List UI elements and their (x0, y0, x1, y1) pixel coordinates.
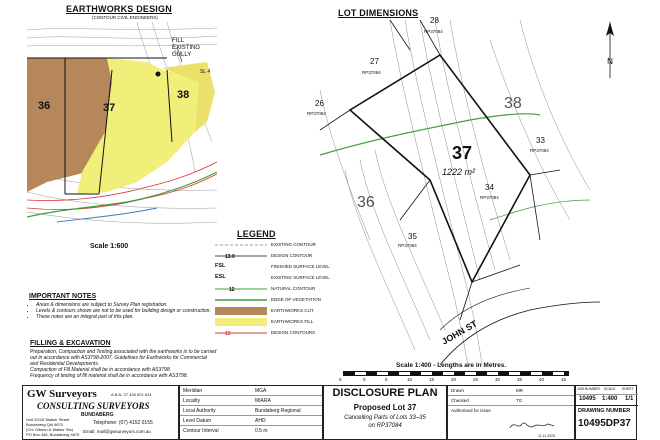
dim-lot-38: 38 (504, 95, 522, 112)
street-name: JOHN ST (440, 318, 479, 347)
dim-lot-35: 35 (408, 232, 417, 241)
svg-text:13: 13 (225, 331, 231, 337)
important-notes (26, 302, 216, 320)
plan-desc1: Cancelling Parts of Lots 33–35 (344, 415, 426, 421)
dim-lot-27: 27 (370, 57, 379, 66)
legend-fill: EARTHWORKS FILL (215, 318, 415, 328)
drawing-number: 10495DP37 (578, 418, 631, 429)
detail-label: Level Datum (183, 418, 212, 424)
note-item: • Levels & contours shown are not to be used for building design or construction. (36, 308, 216, 314)
earthworks-scale: Scale 1:600 (90, 243, 129, 250)
filling-title: FILLING & EXCAVATION (30, 340, 111, 347)
ew-lot-38: 38 (177, 89, 190, 101)
legend-design-contour: 13.0 DESIGN CONTOUR (225, 253, 313, 260)
signature (508, 418, 558, 432)
fill-gully-note: FILL EXISTING GULLY (172, 38, 201, 58)
detail-label: Local Authority (183, 408, 216, 414)
note-item: • Areas & dimensions are subject to Survey Plan registration. (36, 302, 216, 308)
authorised-label: Authorised for issue (451, 408, 491, 413)
company-email[interactable]: Email: mail@gwsurveyors.com.au (83, 429, 151, 434)
rp-label-3: RP37084 (307, 111, 326, 116)
job-number: 10495 (579, 396, 596, 402)
legend-title: LEGEND (237, 229, 276, 239)
drawing-number-label: DRAWING NUMBER (578, 408, 631, 414)
job-block: JOB NUMBER SCALE SHEET 10495 1:400 1/1 DRAWING NUMBER 10495DP37 (575, 385, 637, 440)
filling-text: Preparation, Compaction and Testing associated with the earthworks is to be carried out in accordance with AS3798-2007, Guidelines for Earthworks for Commercial and Residential Developments. Compaction of Fill Material shall be in accordance with AS3798. Frequency of testing of fill material shall be in accordance with AS3798. (30, 349, 217, 379)
legend-vegetation: EDGE OF VEGETATION (271, 297, 321, 302)
detail-value: MIARA (255, 398, 271, 404)
important-notes-title: IMPORTANT NOTES (29, 293, 97, 300)
dim-lot-34: 34 (485, 183, 494, 192)
legend-cut: EARTHWORKS CUT (215, 307, 415, 317)
checked-value: TG (516, 398, 523, 403)
earthworks-title: EARTHWORKS DESIGN (66, 4, 172, 14)
ew-lot-37: 37 (103, 102, 116, 114)
rp-label-5: RP37084 (480, 195, 499, 200)
detail-label: Meridian (183, 388, 203, 394)
plan-title: DISCLOSURE PLAN (332, 387, 438, 399)
lot-dimensions-title: LOT DIMENSIONS (338, 8, 419, 18)
rp-label-6: RP37084 (398, 243, 417, 248)
scale-ticks: 5 0 5 10 15 20 25 30 35 40 45 (339, 377, 567, 382)
earthworks-subtitle: (CONTOUR CIVIL ENGINEERS) (92, 15, 158, 20)
plan-subtitle: Proposed Lot 37 (353, 403, 417, 412)
company-block (22, 385, 179, 440)
dim-lot-36: 36 (357, 194, 375, 211)
note-item: • These notes are an integral part of this plan. (36, 314, 216, 320)
scale-bar (343, 371, 569, 376)
plan-title-block (323, 385, 447, 440)
company-address: Unit 3/218 Walker Street Bundaberg Qld 4670 (Cnr Gibson & Walker Sts) PO Box 446, Bundaberg 4670 (26, 417, 80, 437)
sl-label: SL 4 (200, 69, 211, 75)
detail-value: 0.5 m (255, 428, 268, 434)
date: 11.11.2023 (538, 434, 555, 438)
company-abn: A.B.N. 27 433 001 814 (111, 392, 152, 397)
legend-design-contours: 13 DESIGN CONTOURS (225, 330, 316, 337)
dim-lot-37: 37 (452, 143, 473, 163)
company-tagline: CONSULTING SURVEYORS (37, 401, 150, 411)
dim-lot-33: 33 (536, 136, 545, 145)
dim-lot-26: 26 (315, 99, 324, 108)
legend-fsl: FSL FINISHED SURFACE LEVEL (215, 263, 330, 269)
company-name: GW Surveyors (27, 388, 97, 400)
detail-value: MGA (255, 388, 267, 394)
rp-label-2: RP37084 (362, 70, 381, 75)
dim-area: 1222 m² (442, 167, 476, 177)
detail-value: Bundaberg Regional (255, 408, 301, 414)
legend-existing-contour: EXISTING CONTOUR (271, 242, 316, 247)
rp-label-4: RP37084 (530, 148, 549, 153)
detail-label: Contour Interval (183, 428, 219, 434)
sheet-value: 1/1 (625, 396, 634, 402)
rp-label-1: RP37084 (424, 29, 443, 34)
svg-text:12: 12 (229, 287, 235, 293)
scale-value: 1:400 (602, 396, 618, 402)
detail-value: AHD (255, 418, 266, 424)
svg-text:N: N (607, 57, 613, 66)
company-phone: Telephone: (07) 4152 0155 (93, 420, 153, 426)
legend-natural-contour: 12 NATURAL CONTOUR (229, 286, 316, 293)
company-city: BUNDABERG (81, 412, 114, 418)
legend-esl: ESL EXISTING SURFACE LEVEL (215, 274, 330, 280)
north-arrow-icon (600, 20, 620, 80)
details-block (179, 385, 323, 440)
svg-text:13.0: 13.0 (225, 254, 235, 260)
detail-label: Locality (183, 398, 200, 404)
dim-lot-28: 28 (430, 16, 439, 25)
legend (215, 241, 415, 341)
lot-scale-text: Scale 1:400 - Lengths are in Metres. (396, 362, 507, 369)
ew-lot-36: 36 (38, 100, 51, 112)
plan-desc2: on RP37084 (368, 423, 402, 429)
approval-block: Drawn MR Checked TG Authorised for issue 11.11.2023 (447, 385, 575, 440)
drawn-value: MR (516, 388, 523, 393)
